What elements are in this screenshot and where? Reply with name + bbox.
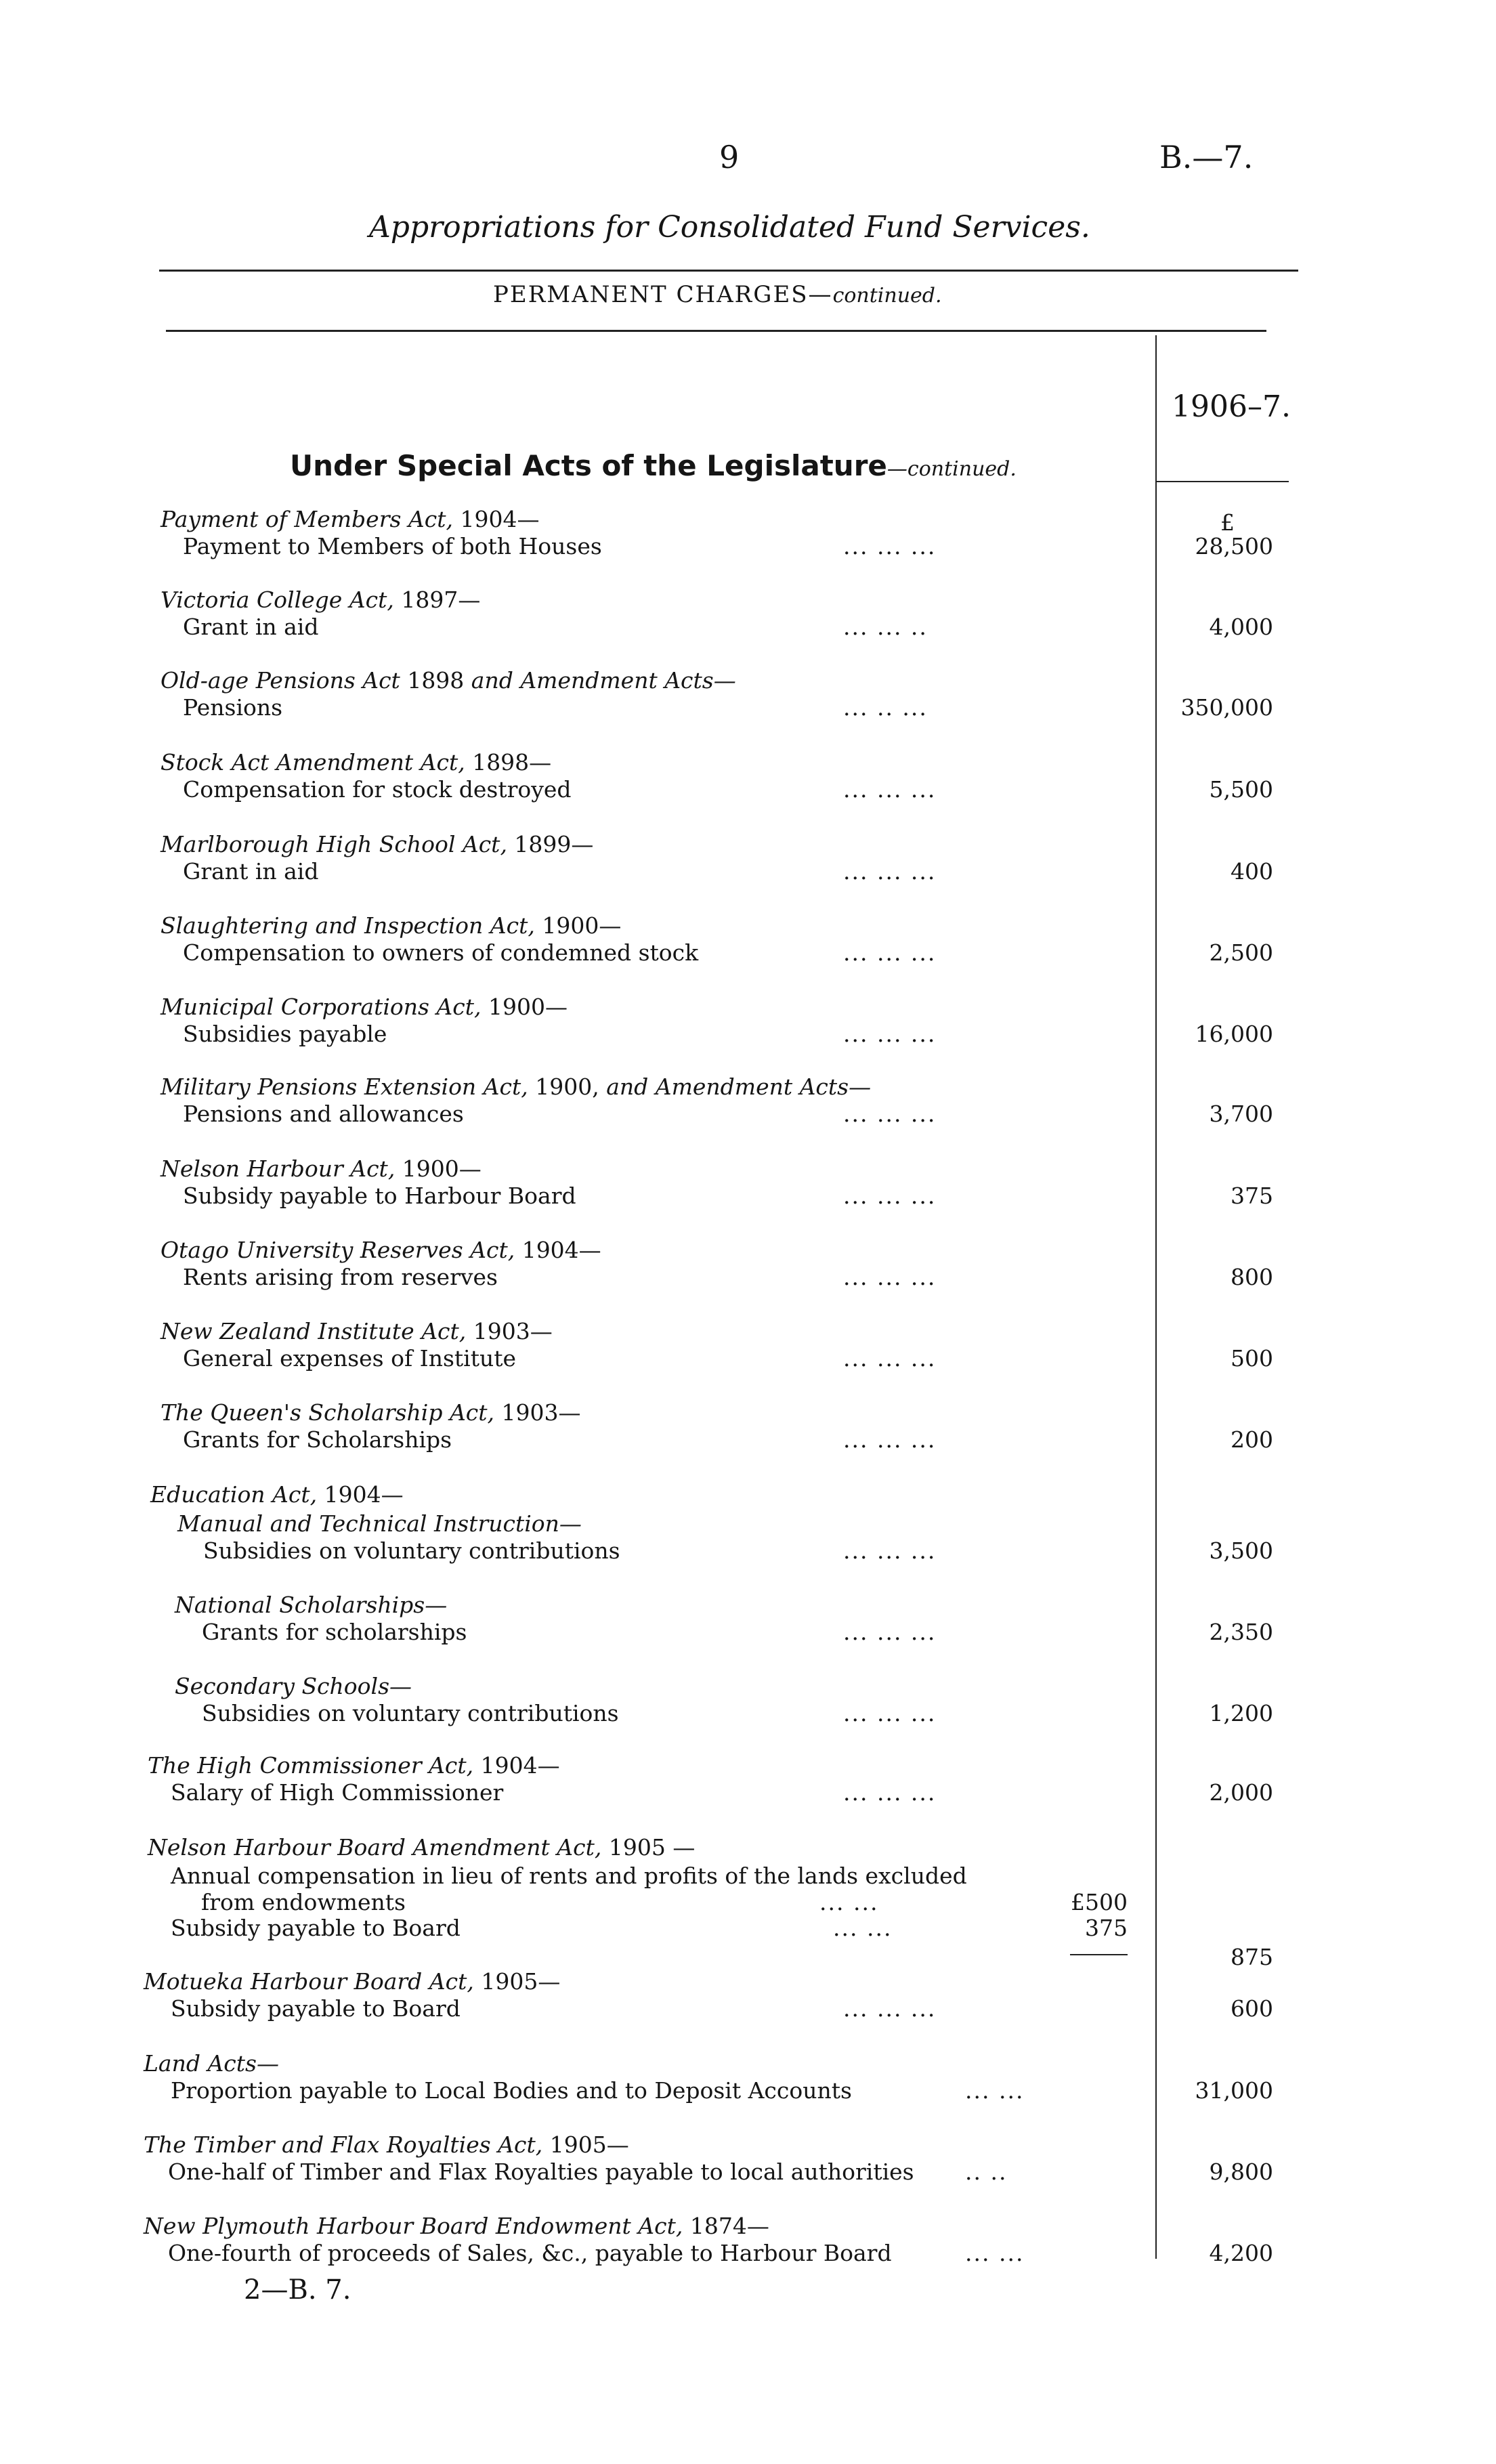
entry-amount: 4,000 bbox=[1209, 614, 1273, 640]
entry-description: Subsidies on voluntary contributions bbox=[203, 1537, 620, 1564]
act-title bbox=[144, 2213, 769, 2239]
leader-dots: ... ... bbox=[819, 1889, 879, 1915]
act-name: Marlborough High School Act, bbox=[161, 831, 507, 857]
act-year: 1900— bbox=[534, 912, 622, 939]
entry-amount: 200 bbox=[1231, 1426, 1273, 1453]
leader-dots: ... ... ... bbox=[843, 1264, 937, 1290]
act-title bbox=[161, 506, 539, 532]
leader-dots: ... ... bbox=[833, 1915, 893, 1941]
act-title bbox=[161, 1155, 482, 1182]
entry-description: General expenses of Institute bbox=[183, 1345, 517, 1372]
entry-description: Proportion payable to Local Bodies and to Deposit Accounts bbox=[171, 2077, 852, 2104]
act-name: New Plymouth Harbour Board Endowment Act, bbox=[144, 2213, 683, 2239]
entry-amount: 5,500 bbox=[1209, 776, 1273, 803]
sub-total-rule bbox=[1070, 1954, 1128, 1955]
act-name: Military Pensions Extension Act, bbox=[161, 1074, 528, 1100]
entry-amount: 350,000 bbox=[1180, 694, 1273, 721]
entry-amount: 500 bbox=[1231, 1345, 1273, 1372]
entry-description: One-fourth of proceeds of Sales, &c., payable to Harbour Board bbox=[168, 2240, 892, 2266]
document-reference: B.—7. bbox=[1159, 139, 1254, 175]
act-name: Otago University Reserves Act, bbox=[161, 1237, 515, 1263]
year-column-header: 1906–7. bbox=[1172, 389, 1291, 424]
entry-description: Annual compensation in lieu of rents and profits of the lands excluded bbox=[171, 1863, 967, 1889]
leader-dots: ... ... ... bbox=[843, 858, 937, 885]
entry-description: Grant in aid bbox=[183, 614, 319, 640]
act-year: 1900, bbox=[528, 1074, 607, 1100]
entry-description: Compensation to owners of condemned stock bbox=[183, 939, 699, 966]
leader-dots: ... ... ... bbox=[843, 1101, 937, 1127]
act-name: Nelson Harbour Act, bbox=[161, 1155, 396, 1182]
act-title bbox=[148, 1834, 695, 1861]
entry-amount: 28,500 bbox=[1195, 533, 1273, 559]
act-name: Payment of Members Act, bbox=[161, 506, 453, 532]
act-year: 1904— bbox=[473, 1752, 560, 1779]
act-name: Old-age Pensions Act bbox=[161, 667, 400, 694]
entry-amount: 600 bbox=[1231, 1995, 1273, 2022]
entry-description: Pensions bbox=[183, 694, 283, 721]
entry-amount: 2,500 bbox=[1209, 939, 1273, 966]
act-title bbox=[161, 1399, 581, 1426]
act-title bbox=[144, 2131, 629, 2158]
section-heading bbox=[290, 449, 1017, 482]
entry-amount: 875 bbox=[1231, 1944, 1273, 1970]
act-year: 1874— bbox=[683, 2213, 769, 2239]
act-year: 1898 bbox=[400, 667, 471, 694]
entry-amount: 2,000 bbox=[1209, 1779, 1273, 1806]
act-title bbox=[161, 1237, 601, 1263]
entry-amount: 800 bbox=[1231, 1264, 1273, 1290]
leader-dots: ... ... ... bbox=[843, 1426, 937, 1453]
sub-amount: 375 bbox=[1085, 1915, 1128, 1941]
section-heading-suffix: —continued. bbox=[886, 457, 1017, 481]
leader-dots: ... ... ... bbox=[843, 1995, 937, 2022]
act-title bbox=[161, 831, 593, 857]
act-title bbox=[144, 1968, 560, 1995]
act-title bbox=[161, 749, 551, 776]
act-year: 1904— bbox=[452, 506, 540, 532]
leader-dots: ... ... ... bbox=[843, 1537, 937, 1564]
leader-dots: ... ... ... bbox=[843, 1619, 937, 1645]
entry-description: Salary of High Commissioner bbox=[171, 1779, 504, 1806]
act-year: 1899— bbox=[507, 831, 594, 857]
act-title bbox=[161, 1318, 553, 1344]
act-name-cont: and Amendment Acts— bbox=[471, 667, 736, 694]
leader-dots: ... ... .. bbox=[843, 614, 928, 640]
leader-dots: ... ... bbox=[965, 2240, 1025, 2266]
leader-dots: ... .. ... bbox=[843, 694, 928, 721]
subsection-heading: National Scholarships— bbox=[175, 1592, 448, 1618]
act-name: The Timber and Flax Royalties Act, bbox=[144, 2131, 543, 2158]
entry-amount: 400 bbox=[1231, 858, 1273, 885]
leader-dots: ... ... ... bbox=[843, 939, 937, 966]
title-rule bbox=[159, 270, 1298, 272]
act-name: Land Acts— bbox=[144, 2050, 279, 2077]
act-year: 1898— bbox=[465, 749, 552, 776]
entry-amount: 3,500 bbox=[1209, 1537, 1273, 1564]
act-year: 1904— bbox=[515, 1237, 601, 1263]
entry-description: Subsidy payable to Harbour Board bbox=[183, 1183, 576, 1209]
act-title bbox=[150, 1481, 404, 1508]
act-name-cont: and Amendment Acts— bbox=[606, 1074, 872, 1100]
act-name: Victoria College Act, bbox=[161, 587, 394, 613]
act-title bbox=[161, 994, 568, 1020]
entry-description: Pensions and allowances bbox=[183, 1101, 464, 1127]
entry-description: Subsidies on voluntary contributions bbox=[202, 1700, 619, 1726]
entry-description: Grants for scholarships bbox=[202, 1619, 467, 1645]
leader-dots: ... ... ... bbox=[843, 1345, 937, 1372]
entry-amount: 16,000 bbox=[1195, 1021, 1273, 1047]
act-title bbox=[161, 667, 736, 694]
act-title bbox=[148, 1752, 560, 1779]
act-year: 1903— bbox=[494, 1399, 581, 1426]
act-year: 1897— bbox=[393, 587, 481, 613]
entry-amount: 375 bbox=[1231, 1183, 1273, 1209]
act-year: 1903— bbox=[466, 1318, 553, 1344]
leader-dots: ... ... bbox=[965, 2077, 1025, 2104]
entry-amount: 31,000 bbox=[1195, 2077, 1273, 2104]
entry-description: Payment to Members of both Houses bbox=[183, 533, 602, 559]
subtitle-rule bbox=[166, 330, 1266, 332]
entry-description: Subsidy payable to Board bbox=[171, 1915, 461, 1941]
entry-amount: 3,700 bbox=[1209, 1101, 1273, 1127]
leader-dots: ... ... ... bbox=[843, 776, 937, 803]
subtitle-suffix: continued. bbox=[832, 284, 942, 307]
leader-dots: ... ... ... bbox=[843, 1700, 937, 1726]
act-name: Motueka Harbour Board Act, bbox=[144, 1968, 474, 1995]
sub-amount: £500 bbox=[1071, 1889, 1128, 1915]
act-name: The High Commissioner Act, bbox=[148, 1752, 474, 1779]
section-heading-main: Under Special Acts of the Legislature bbox=[290, 449, 887, 482]
act-year: 1905 — bbox=[601, 1834, 696, 1861]
entry-description: Subsidies payable bbox=[183, 1021, 387, 1047]
entry-amount: 4,200 bbox=[1209, 2240, 1273, 2266]
act-name: New Zealand Institute Act, bbox=[161, 1318, 467, 1344]
subtitle-main: PERMANENT CHARGES— bbox=[493, 281, 833, 308]
act-year: 1904— bbox=[317, 1481, 404, 1508]
subsection-heading: Secondary Schools— bbox=[175, 1673, 412, 1699]
act-title bbox=[161, 1074, 871, 1100]
leader-dots: ... ... ... bbox=[843, 1021, 937, 1047]
subtitle bbox=[493, 281, 942, 308]
entry-description: Subsidy payable to Board bbox=[171, 1995, 461, 2022]
entry-description: Grant in aid bbox=[183, 858, 319, 885]
entry-description-cont: from endowments bbox=[201, 1889, 406, 1915]
act-title bbox=[144, 2050, 279, 2077]
entry-description: Rents arising from reserves bbox=[183, 1264, 498, 1290]
column-header-rule bbox=[1157, 481, 1289, 482]
entry-amount: 2,350 bbox=[1209, 1619, 1273, 1645]
entry-description: Compensation for stock destroyed bbox=[183, 776, 572, 803]
act-year: 1905— bbox=[473, 1968, 561, 1995]
act-year: 1900— bbox=[481, 994, 568, 1020]
entry-description: One-half of Timber and Flax Royalties payable to local authorities bbox=[168, 2159, 914, 2185]
page-number: 9 bbox=[719, 139, 740, 175]
entry-amount: 1,200 bbox=[1209, 1700, 1273, 1726]
entry-amount: 9,800 bbox=[1209, 2159, 1273, 2185]
entry-description: Grants for Scholarships bbox=[183, 1426, 452, 1453]
act-name: The Queen's Scholarship Act, bbox=[161, 1399, 495, 1426]
currency-symbol: £ bbox=[1220, 509, 1235, 536]
act-name: Stock Act Amendment Act, bbox=[161, 749, 465, 776]
act-name: Slaughtering and Inspection Act, bbox=[161, 912, 535, 939]
footer-reference: 2—B. 7. bbox=[244, 2274, 351, 2306]
act-year: 1900— bbox=[395, 1155, 482, 1182]
leader-dots: .. .. bbox=[965, 2159, 1008, 2185]
act-title bbox=[161, 587, 480, 613]
leader-dots: ... ... ... bbox=[843, 1183, 937, 1209]
leader-dots: ... ... ... bbox=[843, 1779, 937, 1806]
act-name: Municipal Corporations Act, bbox=[161, 994, 482, 1020]
act-title bbox=[161, 912, 621, 939]
act-name: Nelson Harbour Board Amendment Act, bbox=[148, 1834, 602, 1861]
subsection-heading: Manual and Technical Instruction— bbox=[177, 1510, 582, 1537]
act-year: 1905— bbox=[542, 2131, 629, 2158]
page-title: Appropriations for Consolidated Fund Services. bbox=[369, 210, 1090, 245]
leader-dots: ... ... ... bbox=[843, 533, 937, 559]
act-name: Education Act, bbox=[150, 1481, 318, 1508]
